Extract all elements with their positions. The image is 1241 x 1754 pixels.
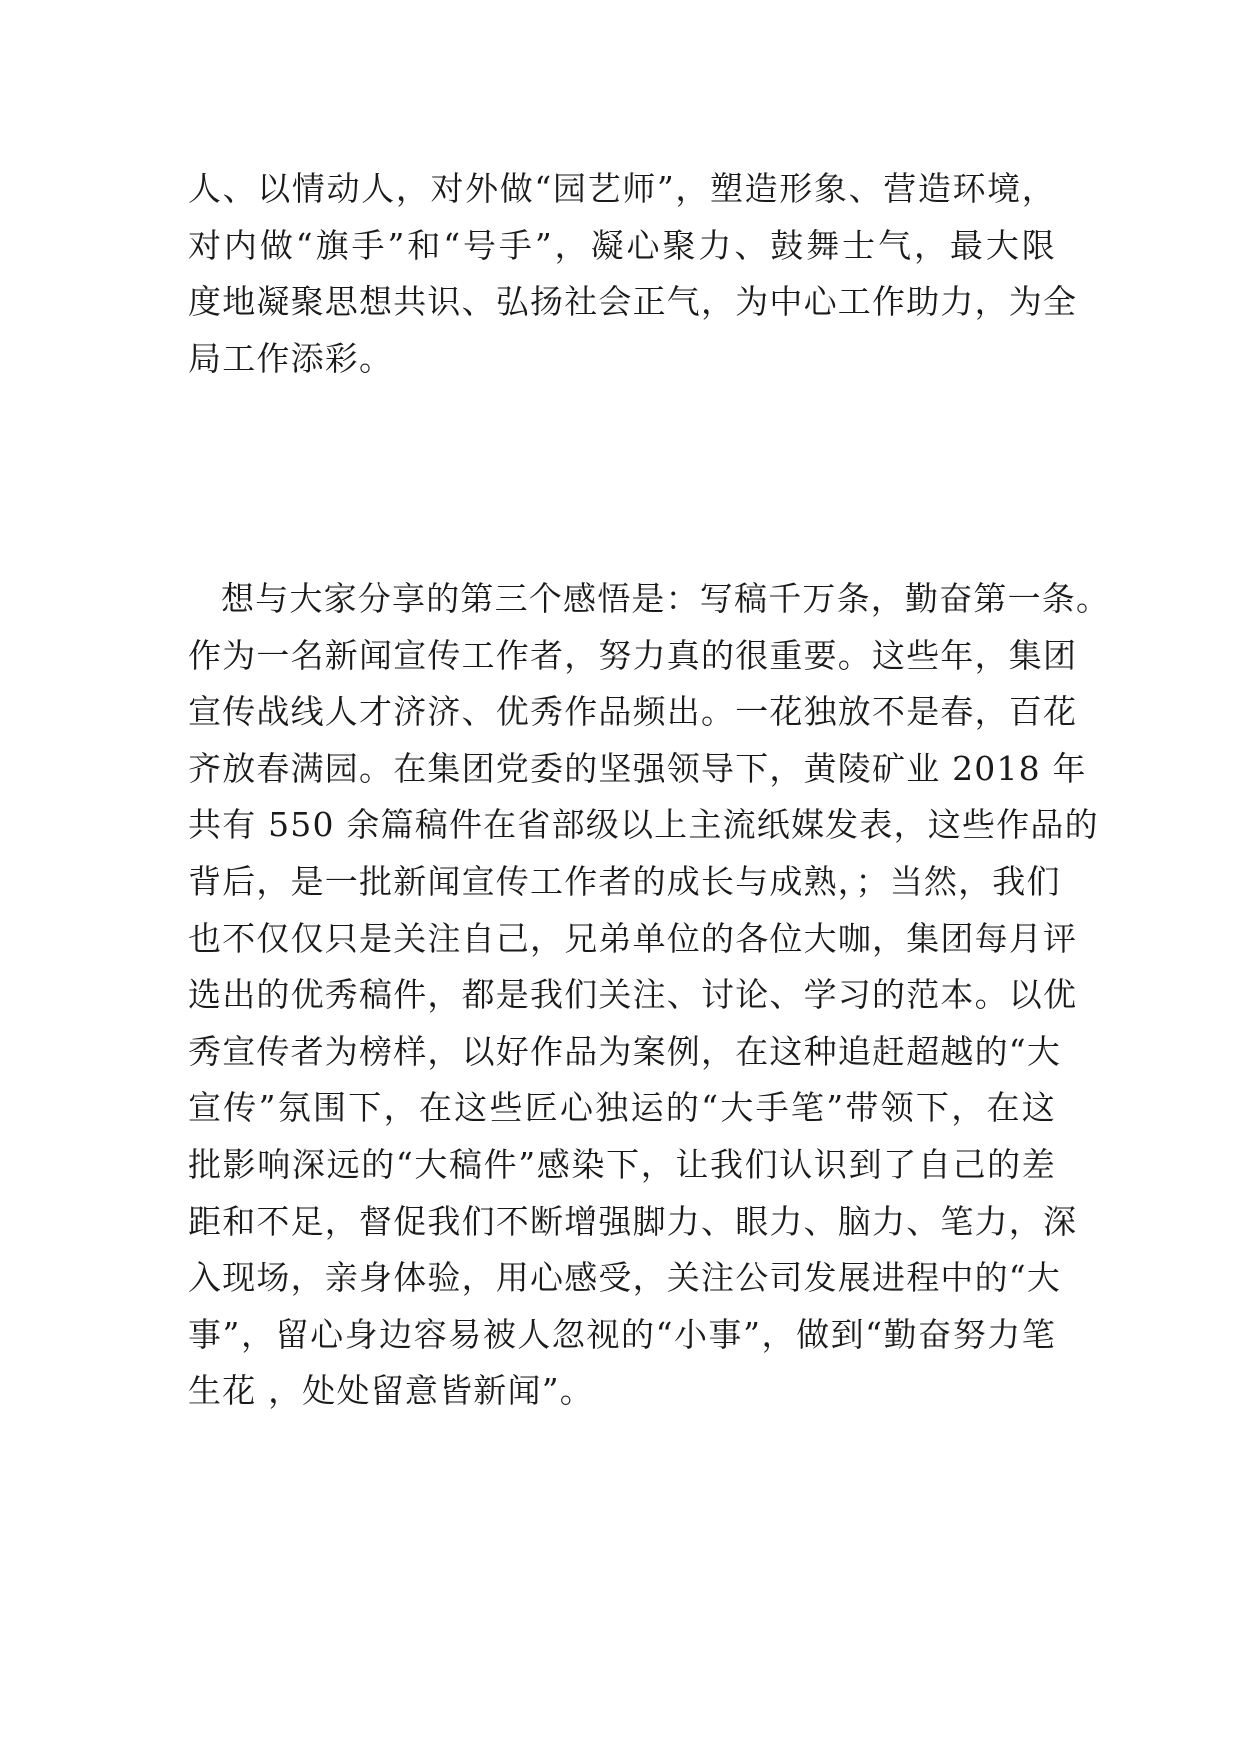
text-line: 人、以情动人，对外做“园艺师”，塑造形象、营造环境， (188, 169, 1056, 208)
paragraph-continuation (188, 161, 1078, 387)
paragraph-third-insight (188, 571, 1111, 1420)
text-line: 作为一名新闻宣传工作者，努力真的很重要。这些年，集团 (188, 635, 1078, 675)
text-line: 宣传”氛围下，在这些匠心独运的“大手笔”带领下，在这 (188, 1088, 1056, 1128)
text-line: 生花 ，处处留意皆新闻”。 (188, 1371, 594, 1411)
text-line: 批影响深远的“大稿件”感染下，让我们认识到了自己的差 (188, 1144, 1056, 1184)
text-line: 选出的优秀稿件，都是我们关注、讨论、学习的范本。以优 (188, 975, 1078, 1015)
text-line: 对内做“旗手”和“号手”，凝心聚力、鼓舞士气，最大限 (188, 225, 1056, 265)
text-line: 共有 550 余篇稿件在省部级以上主流纸媒发表，这些作品的 (188, 805, 1099, 845)
text-line: 齐放春满园。在集团党委的坚强领导下，黄陵矿业 2018 年 (188, 748, 1087, 788)
text-line: 想与大家分享的第三个感悟是：写稿千万条，勤奋第一条。 (221, 579, 1111, 618)
text-line: 入现场，亲身体验，用心感受，关注公司发展进程中的“大 (188, 1258, 1062, 1298)
text-line: 秀宣传者为榜样，以好作品为案例，在这种追赶超越的“大 (188, 1031, 1062, 1071)
text-line: 局工作添彩。 (188, 338, 394, 378)
text-line: 也不仅仅只是关注自己，兄弟单位的各位大咖，集团每月评 (188, 918, 1078, 958)
text-line: 宣传战线人才济济、优秀作品频出。一花独放不是春，百花 (188, 692, 1078, 732)
text-line: 背后，是一批新闻宣传工作者的成长与成熟，；当然，我们 (188, 861, 1061, 901)
text-line: 度地凝聚思想共识、弘扬社会正气，为中心工作助力，为全 (188, 282, 1078, 322)
text-line: 事”，留心身边容易被人忽视的“小事”，做到“勤奋努力笔 (188, 1314, 1056, 1354)
text-line: 距和不足，督促我们不断增强脚力、眼力、脑力、笔力，深 (188, 1201, 1078, 1241)
